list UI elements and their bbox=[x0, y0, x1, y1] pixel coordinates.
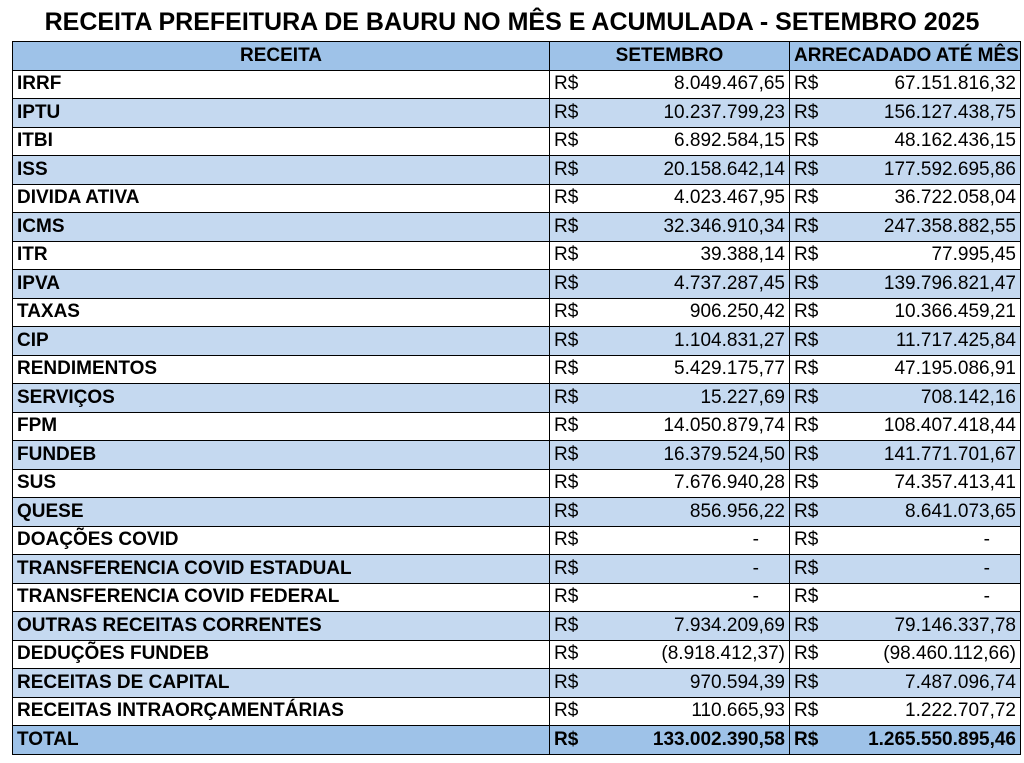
table-row bbox=[13, 640, 1021, 669]
table-row bbox=[13, 213, 1021, 242]
row-name: SUS bbox=[13, 469, 550, 498]
currency-setembro: R$ bbox=[550, 441, 590, 470]
value-setembro: 39.388,14 bbox=[590, 241, 790, 270]
currency-acumulado: R$ bbox=[790, 213, 830, 242]
value-acumulado: 108.407.418,44 bbox=[830, 412, 1021, 441]
row-name: IPVA bbox=[13, 270, 550, 299]
value-setembro: - bbox=[590, 526, 790, 555]
page-title: RECEITA PREFEITURA DE BAURU NO MÊS E ACUMULADA - SETEMBRO 2025 bbox=[44, 8, 980, 36]
value-acumulado: 7.487.096,74 bbox=[830, 669, 1021, 698]
currency-setembro: R$ bbox=[550, 156, 590, 185]
table-row bbox=[13, 583, 1021, 612]
value-setembro: 906.250,42 bbox=[590, 298, 790, 327]
table-row bbox=[13, 669, 1021, 698]
row-name: TRANSFERENCIA COVID FEDERAL bbox=[13, 583, 550, 612]
value-acumulado: 47.195.086,91 bbox=[830, 355, 1021, 384]
value-acumulado: 36.722.058,04 bbox=[830, 184, 1021, 213]
row-name: TAXAS bbox=[13, 298, 550, 327]
value-setembro: - bbox=[590, 583, 790, 612]
value-setembro: 6.892.584,15 bbox=[590, 127, 790, 156]
table-row bbox=[13, 156, 1021, 185]
currency-setembro: R$ bbox=[550, 241, 590, 270]
currency-setembro: R$ bbox=[550, 99, 590, 128]
table-row bbox=[13, 526, 1021, 555]
row-name: IRRF bbox=[13, 70, 550, 99]
value-setembro: 7.934.209,69 bbox=[590, 612, 790, 641]
value-setembro: 8.049.467,65 bbox=[590, 70, 790, 99]
currency-setembro: R$ bbox=[550, 327, 590, 356]
row-name: FUNDEB bbox=[13, 441, 550, 470]
value-acumulado: 1.265.550.895,46 bbox=[830, 726, 1021, 755]
table-row bbox=[13, 412, 1021, 441]
value-acumulado: 1.222.707,72 bbox=[830, 697, 1021, 726]
value-acumulado: 247.358.882,55 bbox=[830, 213, 1021, 242]
table-row bbox=[13, 441, 1021, 470]
value-acumulado: 74.357.413,41 bbox=[830, 469, 1021, 498]
value-setembro: 16.379.524,50 bbox=[590, 441, 790, 470]
value-acumulado: 10.366.459,21 bbox=[830, 298, 1021, 327]
table-row bbox=[13, 498, 1021, 527]
row-name: FPM bbox=[13, 412, 550, 441]
currency-acumulado: R$ bbox=[790, 270, 830, 299]
currency-setembro: R$ bbox=[550, 384, 590, 413]
row-name: RENDIMENTOS bbox=[13, 355, 550, 384]
currency-setembro: R$ bbox=[550, 669, 590, 698]
row-name: DEDUÇÕES FUNDEB bbox=[13, 640, 550, 669]
row-name: DIVIDA ATIVA bbox=[13, 184, 550, 213]
value-setembro: - bbox=[590, 555, 790, 584]
value-acumulado: 77.995,45 bbox=[830, 241, 1021, 270]
currency-setembro: R$ bbox=[550, 640, 590, 669]
table-row bbox=[13, 355, 1021, 384]
table-row bbox=[13, 270, 1021, 299]
value-setembro: 4.023.467,95 bbox=[590, 184, 790, 213]
value-setembro: 133.002.390,58 bbox=[590, 726, 790, 755]
currency-acumulado: R$ bbox=[790, 70, 830, 99]
header-acumulado: ARRECADADO ATÉ MÊS bbox=[790, 42, 1021, 71]
currency-acumulado: R$ bbox=[790, 184, 830, 213]
row-name: ITBI bbox=[13, 127, 550, 156]
value-setembro: 7.676.940,28 bbox=[590, 469, 790, 498]
currency-setembro: R$ bbox=[550, 555, 590, 584]
row-name: OUTRAS RECEITAS CORRENTES bbox=[13, 612, 550, 641]
currency-setembro: R$ bbox=[550, 298, 590, 327]
currency-setembro: R$ bbox=[550, 726, 590, 755]
currency-acumulado: R$ bbox=[790, 526, 830, 555]
total-row bbox=[13, 726, 1021, 755]
header-receita: RECEITA bbox=[13, 42, 550, 71]
currency-setembro: R$ bbox=[550, 498, 590, 527]
value-setembro: 20.158.642,14 bbox=[590, 156, 790, 185]
value-acumulado: 139.796.821,47 bbox=[830, 270, 1021, 299]
currency-acumulado: R$ bbox=[790, 127, 830, 156]
table-row bbox=[13, 184, 1021, 213]
currency-setembro: R$ bbox=[550, 184, 590, 213]
row-name: ICMS bbox=[13, 213, 550, 242]
currency-acumulado: R$ bbox=[790, 441, 830, 470]
table-row bbox=[13, 327, 1021, 356]
row-name: SERVIÇOS bbox=[13, 384, 550, 413]
value-setembro: 110.665,93 bbox=[590, 697, 790, 726]
table-row bbox=[13, 612, 1021, 641]
currency-acumulado: R$ bbox=[790, 726, 830, 755]
row-name: ITR bbox=[13, 241, 550, 270]
header-row bbox=[13, 42, 1021, 71]
value-setembro: 856.956,22 bbox=[590, 498, 790, 527]
currency-setembro: R$ bbox=[550, 697, 590, 726]
currency-acumulado: R$ bbox=[790, 99, 830, 128]
row-name: RECEITAS INTRAORÇAMENTÁRIAS bbox=[13, 697, 550, 726]
currency-setembro: R$ bbox=[550, 70, 590, 99]
table-row bbox=[13, 99, 1021, 128]
row-name: IPTU bbox=[13, 99, 550, 128]
currency-acumulado: R$ bbox=[790, 498, 830, 527]
row-name: ISS bbox=[13, 156, 550, 185]
value-setembro: 10.237.799,23 bbox=[590, 99, 790, 128]
currency-acumulado: R$ bbox=[790, 241, 830, 270]
currency-acumulado: R$ bbox=[790, 412, 830, 441]
header-setembro: SETEMBRO bbox=[550, 42, 790, 71]
value-setembro: (8.918.412,37) bbox=[590, 640, 790, 669]
table-row bbox=[13, 298, 1021, 327]
value-setembro: 15.227,69 bbox=[590, 384, 790, 413]
currency-acumulado: R$ bbox=[790, 612, 830, 641]
currency-acumulado: R$ bbox=[790, 469, 830, 498]
value-acumulado: 67.151.816,32 bbox=[830, 70, 1021, 99]
currency-setembro: R$ bbox=[550, 583, 590, 612]
table-row bbox=[13, 697, 1021, 726]
currency-acumulado: R$ bbox=[790, 697, 830, 726]
currency-setembro: R$ bbox=[550, 612, 590, 641]
currency-acumulado: R$ bbox=[790, 355, 830, 384]
currency-setembro: R$ bbox=[550, 270, 590, 299]
currency-acumulado: R$ bbox=[790, 298, 830, 327]
table-row bbox=[13, 70, 1021, 99]
currency-acumulado: R$ bbox=[790, 156, 830, 185]
currency-setembro: R$ bbox=[550, 355, 590, 384]
currency-setembro: R$ bbox=[550, 213, 590, 242]
value-setembro: 32.346.910,34 bbox=[590, 213, 790, 242]
row-name: QUESE bbox=[13, 498, 550, 527]
row-name: RECEITAS DE CAPITAL bbox=[13, 669, 550, 698]
revenue-table bbox=[12, 41, 1021, 755]
row-name: CIP bbox=[13, 327, 550, 356]
value-acumulado: 708.142,16 bbox=[830, 384, 1021, 413]
currency-setembro: R$ bbox=[550, 469, 590, 498]
value-setembro: 970.594,39 bbox=[590, 669, 790, 698]
value-acumulado: - bbox=[830, 555, 1021, 584]
currency-acumulado: R$ bbox=[790, 327, 830, 356]
value-setembro: 1.104.831,27 bbox=[590, 327, 790, 356]
value-setembro: 5.429.175,77 bbox=[590, 355, 790, 384]
currency-setembro: R$ bbox=[550, 526, 590, 555]
currency-setembro: R$ bbox=[550, 127, 590, 156]
currency-acumulado: R$ bbox=[790, 384, 830, 413]
row-name: TRANSFERENCIA COVID ESTADUAL bbox=[13, 555, 550, 584]
value-acumulado: 141.771.701,67 bbox=[830, 441, 1021, 470]
currency-acumulado: R$ bbox=[790, 640, 830, 669]
currency-acumulado: R$ bbox=[790, 583, 830, 612]
value-acumulado: 11.717.425,84 bbox=[830, 327, 1021, 356]
value-setembro: 4.737.287,45 bbox=[590, 270, 790, 299]
table-row bbox=[13, 241, 1021, 270]
value-acumulado: 156.127.438,75 bbox=[830, 99, 1021, 128]
value-acumulado: 177.592.695,86 bbox=[830, 156, 1021, 185]
row-name: TOTAL bbox=[13, 726, 550, 755]
value-acumulado: - bbox=[830, 526, 1021, 555]
value-acumulado: 79.146.337,78 bbox=[830, 612, 1021, 641]
row-name: DOAÇÕES COVID bbox=[13, 526, 550, 555]
table-row bbox=[13, 469, 1021, 498]
value-setembro: 14.050.879,74 bbox=[590, 412, 790, 441]
table-row bbox=[13, 555, 1021, 584]
value-acumulado: - bbox=[830, 583, 1021, 612]
currency-acumulado: R$ bbox=[790, 555, 830, 584]
value-acumulado: 8.641.073,65 bbox=[830, 498, 1021, 527]
value-acumulado: 48.162.436,15 bbox=[830, 127, 1021, 156]
table-row bbox=[13, 384, 1021, 413]
table-row bbox=[13, 127, 1021, 156]
currency-acumulado: R$ bbox=[790, 669, 830, 698]
value-acumulado: (98.460.112,66) bbox=[830, 640, 1021, 669]
currency-setembro: R$ bbox=[550, 412, 590, 441]
